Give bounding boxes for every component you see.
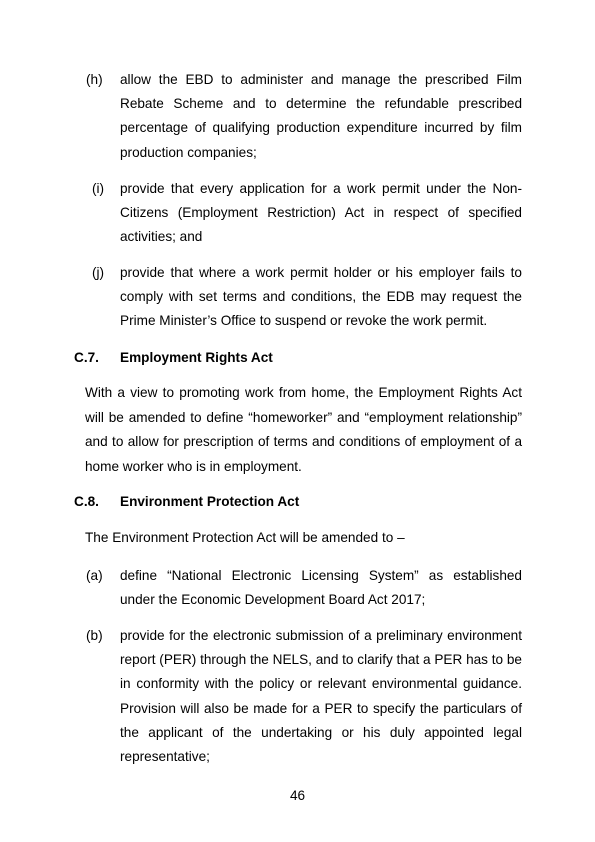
list-item-text: allow the EBD to administer and manage the prescribed Film Rebate Scheme and to determine the refundable prescribed percentage of qualifying production expenditure incurred by film production companies; [120,72,522,160]
section-title: Environment Protection Act [120,494,300,509]
section-paragraph-c7: With a view to promoting work from home, the Employment Rights Act will be amended to define “homeworker” and “employment relationship” and to allow for prescription of terms and conditions of employment of a home worker who is in employment. [85,385,522,474]
list-marker: (a) [86,568,103,583]
list-item-text: provide that every application for a work permit under the Non-Citizens (Employment Restriction) Act in respect of specified activities; and [120,181,522,245]
page-number: 46 [289,788,306,803]
section-title: Employment Rights Act [120,350,273,365]
section-number: C.7. [74,350,99,365]
list-marker: (i) [92,181,105,196]
list-marker: (b) [86,628,103,643]
list-marker: (j) [92,265,105,280]
section-number: C.8. [74,494,99,509]
list-item-text: provide for the electronic submission of a preliminary environment report (PER) through the NELS, and to clarify that a PER has to be in conformity with the policy or relevant environmental guidance. Provision will also be made for a PER to specify the particulars of the applicant of the undertaking or his duly appointed legal representative; [120,628,522,765]
list-item-text: provide that where a work permit holder or his employer fails to comply with set terms and conditions, the EDB may request the Prime Minister’s Office to suspend or revoke the work permit. [120,265,522,329]
list-marker: (h) [86,72,103,87]
section-intro-c8: The Environment Protection Act will be amended to – [85,530,405,545]
list-item-text: define “National Electronic Licensing System” as established under the Economic Development Board Act 2017; [120,568,522,608]
